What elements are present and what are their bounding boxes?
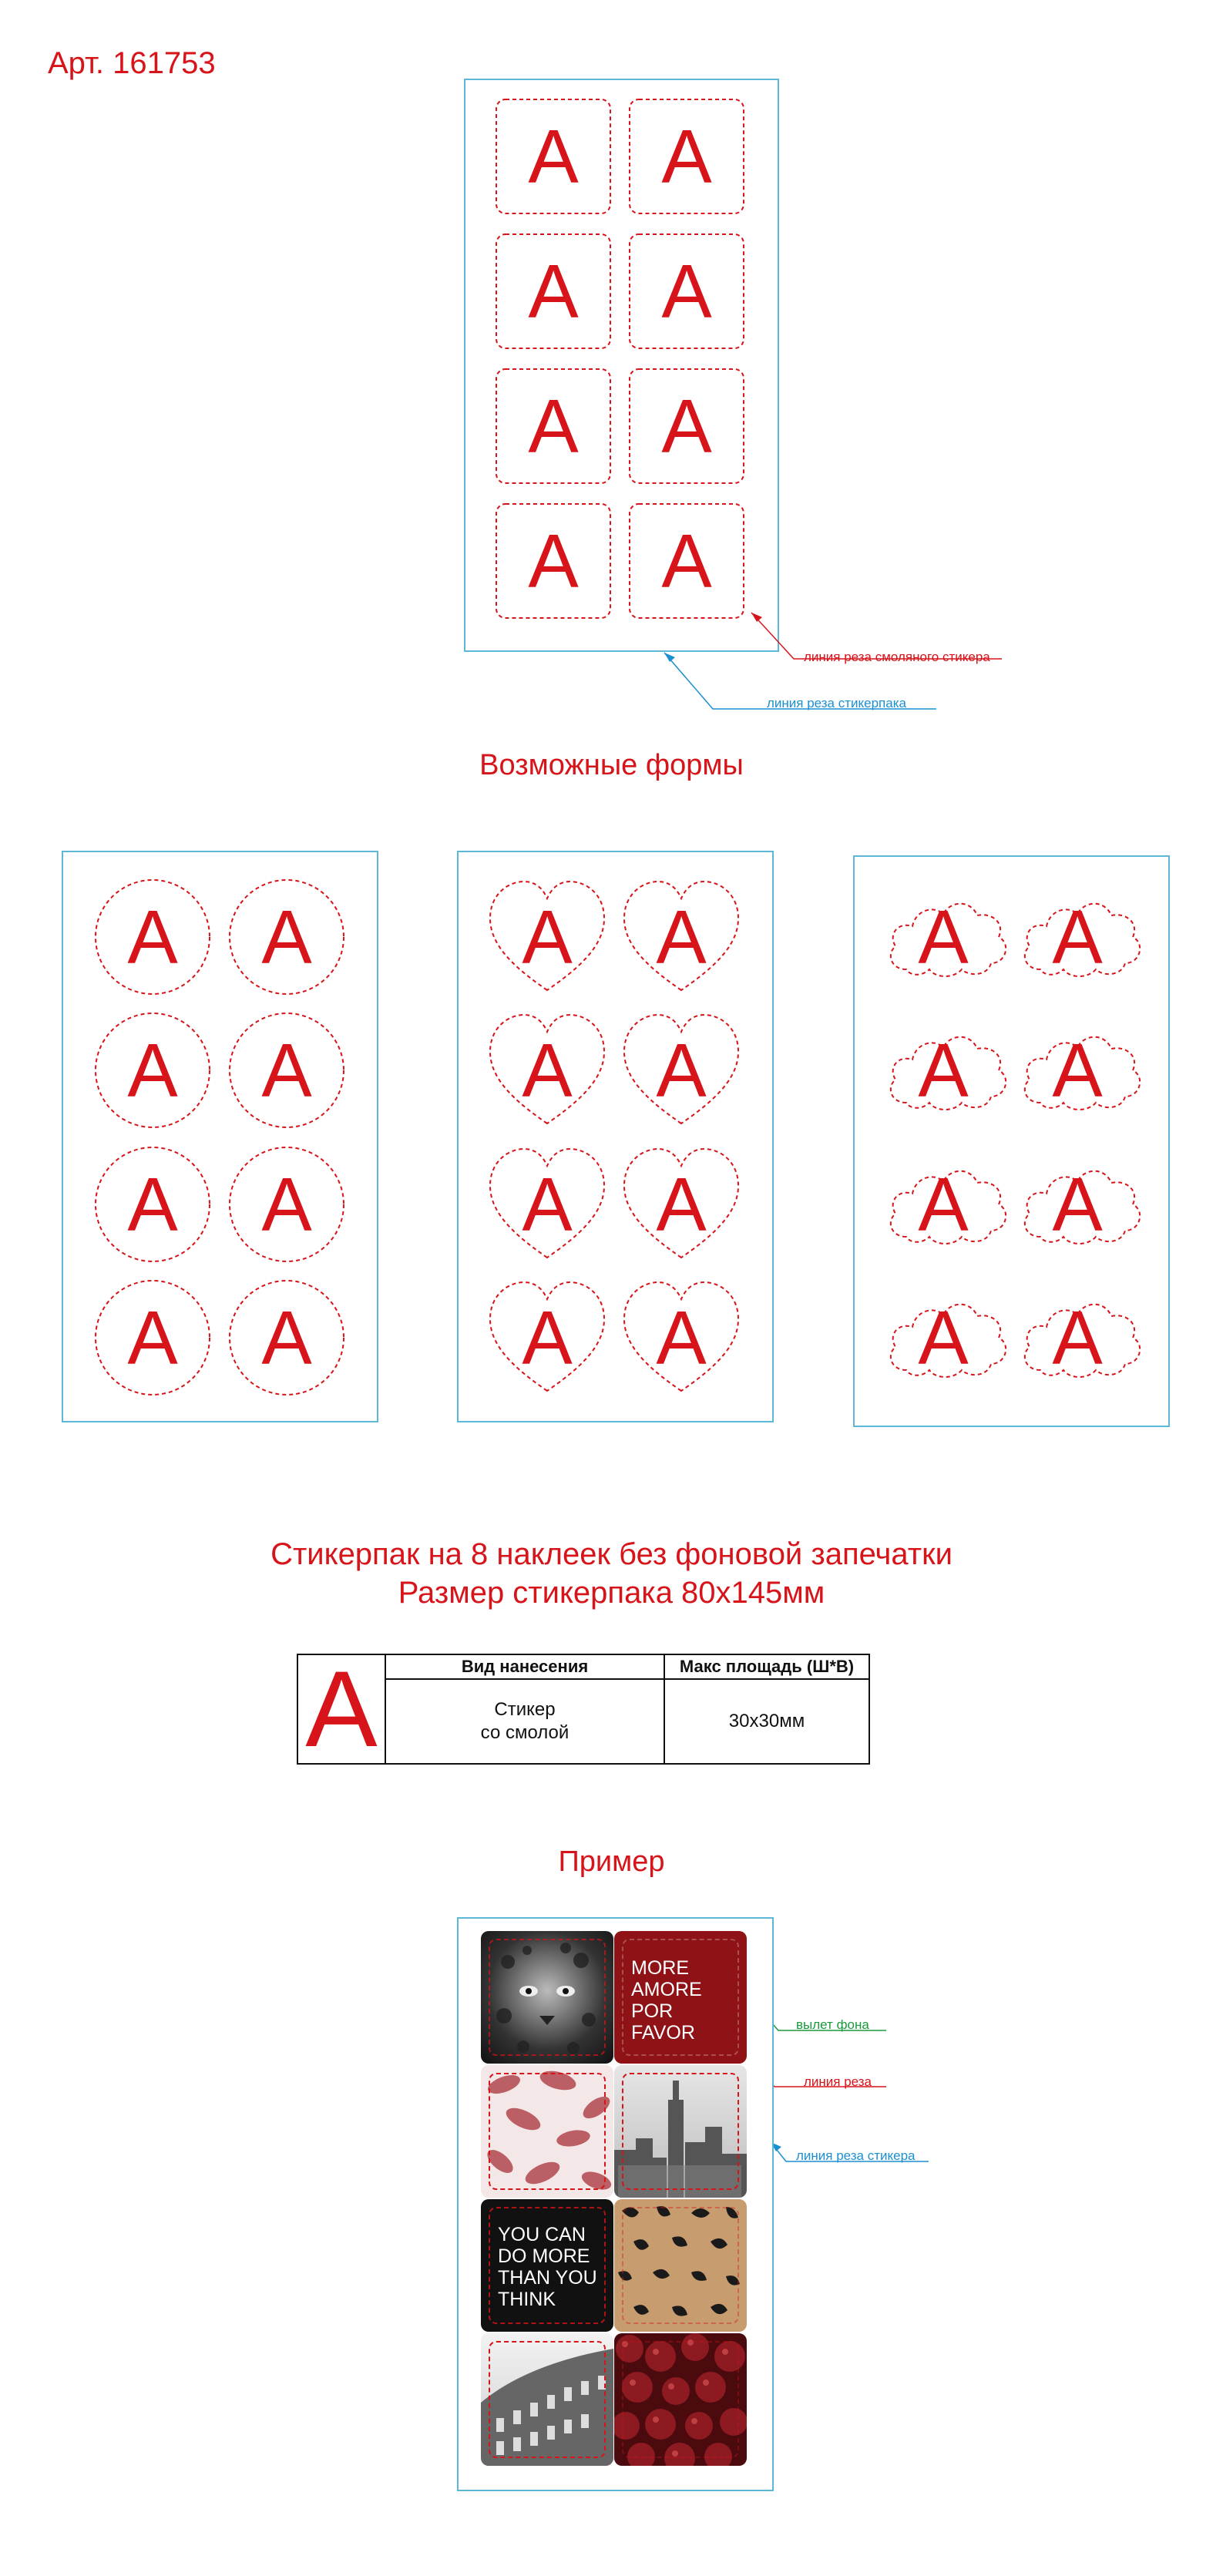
col-method-header: Вид нанесения <box>385 1654 664 1679</box>
tile-you-can <box>481 2199 613 2332</box>
sticker-glyph: А <box>656 895 707 979</box>
sticker-glyph: А <box>1052 895 1103 979</box>
sticker-glyph: А <box>528 384 579 469</box>
main-sticker-3 <box>628 233 745 350</box>
heart-sticker-4 <box>489 1146 606 1263</box>
cloud-sticker-3 <box>1019 1012 1136 1129</box>
sticker-glyph: А <box>522 1162 573 1247</box>
tile-lips-pattern <box>481 2065 613 2198</box>
main-sticker-6 <box>495 502 612 620</box>
youcan-line4: THINK <box>498 2289 556 2310</box>
main-sticker-5 <box>628 368 745 485</box>
sticker-glyph: А <box>1052 1162 1103 1247</box>
heart-sticker-2 <box>489 1012 606 1129</box>
callout-cut: линия реза <box>804 2074 872 2089</box>
sticker-glyph: А <box>918 1028 969 1113</box>
area-cell: 30х30мм <box>664 1679 869 1764</box>
sticker-glyph: А <box>918 895 969 979</box>
youcan-line3: THAN YOU <box>498 2267 597 2289</box>
cloud-sticker-2 <box>885 1012 1002 1129</box>
sticker-glyph: А <box>661 114 712 199</box>
sticker-glyph: А <box>261 895 312 979</box>
circle-sticker-2 <box>94 1012 211 1129</box>
main-sticker-0 <box>495 98 612 215</box>
method-cell <box>385 1679 664 1764</box>
main-sticker-4 <box>495 368 612 485</box>
cloud-sticker-1 <box>1019 878 1136 996</box>
table-glyph: А <box>305 1648 378 1769</box>
circle-sticker-4 <box>94 1146 211 1263</box>
callout-pack-cut: линия реза стикерпака <box>767 696 906 710</box>
sticker-glyph: А <box>1052 1028 1103 1113</box>
heart-sticker-0 <box>489 878 606 996</box>
circle-sticker-5 <box>228 1146 345 1263</box>
pack-title-line1: Стикерпак на 8 наклеек без фоновой запечатки <box>270 1537 953 1571</box>
circle-sticker-1 <box>228 878 345 996</box>
sticker-glyph: А <box>528 249 579 334</box>
heart-sticker-3 <box>623 1012 740 1129</box>
heart-sticker-6 <box>489 1279 606 1396</box>
heart-sticker-5 <box>623 1146 740 1263</box>
tile-leopard-print <box>614 2199 747 2332</box>
method-line2: со смолой <box>480 1722 570 1743</box>
tile-leopard-face <box>481 1931 613 2064</box>
callout-resin-cut: линия реза смоляного стикера <box>804 650 990 664</box>
circle-sticker-3 <box>228 1012 345 1129</box>
sticker-glyph: А <box>661 249 712 334</box>
sticker-glyph: А <box>261 1028 312 1113</box>
sticker-glyph: А <box>261 1162 312 1247</box>
main-sticker-2 <box>495 233 612 350</box>
sticker-glyph: А <box>661 384 712 469</box>
table-glyph-cell <box>297 1648 385 1769</box>
youcan-line2: DO MORE <box>498 2245 590 2267</box>
amore-line2: AMORE <box>631 1979 702 2000</box>
sticker-glyph: А <box>528 519 579 603</box>
sticker-glyph: А <box>656 1295 707 1380</box>
article-number: Арт. 161753 <box>48 46 216 80</box>
pack-title-line2: Размер стикерпака 80х145мм <box>398 1576 825 1610</box>
sticker-glyph: А <box>261 1295 312 1380</box>
amore-line3: POR <box>631 2000 674 2022</box>
callout-sticker-cut: линия реза стикера <box>796 2148 916 2163</box>
main-sticker-1 <box>628 98 745 215</box>
sticker-glyph: А <box>528 114 579 199</box>
sticker-glyph: А <box>918 1295 969 1380</box>
method-line1: Стикер <box>494 1699 556 1720</box>
sticker-glyph: А <box>661 519 712 603</box>
circle-sticker-6 <box>94 1279 211 1396</box>
sticker-glyph: А <box>127 1162 178 1247</box>
heart-sticker-7 <box>623 1279 740 1396</box>
sticker-glyph: А <box>127 1295 178 1380</box>
spec-table <box>297 1648 870 1769</box>
cloud-sticker-4 <box>885 1146 1002 1263</box>
cloud-sticker-0 <box>885 878 1002 996</box>
circle-sticker-7 <box>228 1279 345 1396</box>
sticker-glyph: А <box>127 1028 178 1113</box>
shapes-title: Возможные формы <box>479 749 744 781</box>
sticker-glyph: А <box>522 1028 573 1113</box>
example-title: Пример <box>558 1846 665 1878</box>
cloud-sticker-7 <box>1019 1279 1136 1396</box>
sticker-glyph: А <box>127 895 178 979</box>
tile-city-skyline <box>614 2065 747 2198</box>
amore-line1: MORE <box>631 1957 689 1979</box>
tile-more-amore <box>614 1931 747 2064</box>
sticker-glyph: А <box>656 1028 707 1113</box>
col-area-header: Макс площадь (Ш*В) <box>664 1654 869 1679</box>
callout-bleed: вылет фона <box>796 2017 869 2032</box>
sticker-glyph: А <box>1052 1295 1103 1380</box>
circle-sticker-0 <box>94 878 211 996</box>
tile-colosseum <box>481 2333 613 2466</box>
cloud-sticker-5 <box>1019 1146 1136 1263</box>
tile-cherries <box>614 2333 747 2466</box>
sticker-glyph: А <box>522 895 573 979</box>
sticker-glyph: А <box>918 1162 969 1247</box>
youcan-line1: YOU CAN <box>498 2224 586 2245</box>
sticker-glyph: А <box>522 1295 573 1380</box>
amore-line4: FAVOR <box>631 2022 695 2044</box>
main-sticker-7 <box>628 502 745 620</box>
heart-sticker-1 <box>623 878 740 996</box>
sticker-glyph: А <box>656 1162 707 1247</box>
cloud-sticker-6 <box>885 1279 1002 1396</box>
